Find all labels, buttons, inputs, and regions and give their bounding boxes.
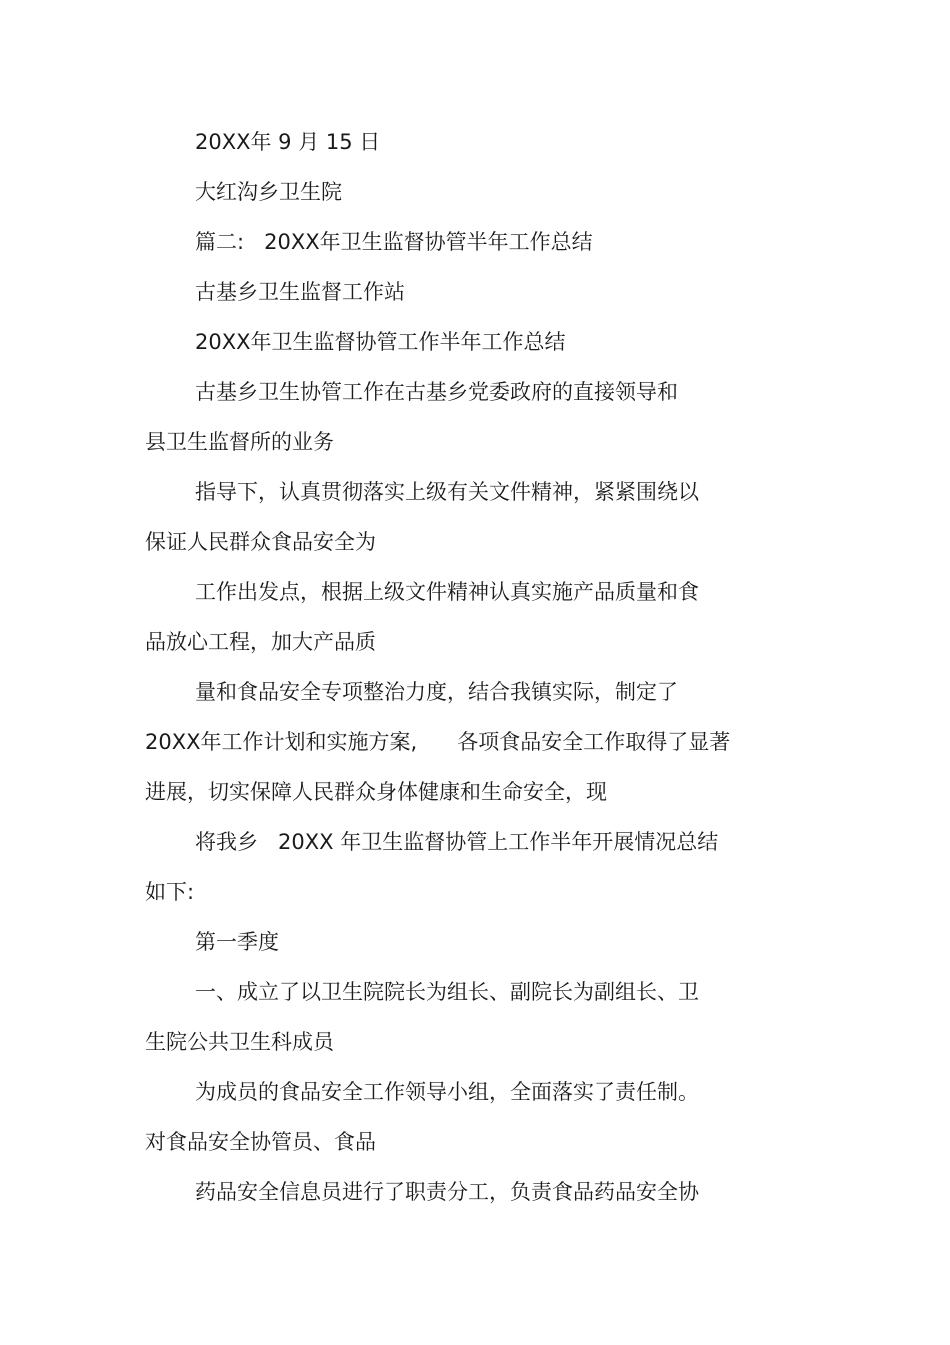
body-line: 进展，切实保障人民群众身体健康和生命安全，现: [145, 780, 607, 804]
body-line: 生院公共卫生科成员: [145, 1030, 334, 1054]
body-line: 古基乡卫生协管工作在古基乡党委政府的直接领导和: [195, 380, 678, 404]
body-line: 将我乡 20XX 年卫生监督协管上工作半年开展情况总结: [195, 830, 719, 854]
body-line: 对食品安全协管员、食品: [145, 1130, 376, 1154]
body-line: 县卫生监督所的业务: [145, 430, 334, 454]
body-line: 20XX年工作计划和实施方案, 各项食品安全工作取得了显著: [145, 730, 731, 754]
body-line: 保证人民群众食品安全为: [145, 530, 376, 554]
body-line: 指导下，认真贯彻落实上级有关文件精神，紧紧围绕以: [195, 480, 699, 504]
body-line: 药品安全信息员进行了职责分工，负责食品药品安全协: [195, 1180, 699, 1204]
body-line: 为成员的食品安全工作领导小组，全面落实了责任制。: [195, 1080, 699, 1104]
signature-org: 大红沟乡卫生院: [195, 180, 342, 204]
subsection-heading: 第一季度: [195, 930, 279, 954]
body-line: 一、成立了以卫生院院长为组长、副院长为副组长、卫: [195, 980, 699, 1004]
body-line: 如下:: [145, 880, 195, 904]
body-line: 工作出发点，根据上级文件精神认真实施产品质量和食: [195, 580, 699, 604]
document-title: 20XX年卫生监督协管工作半年工作总结: [195, 330, 566, 354]
org-name: 古基乡卫生监督工作站: [195, 280, 405, 304]
body-line: 量和食品安全专项整治力度，结合我镇实际，制定了: [195, 680, 678, 704]
date-line: 20XX年 9 月 15 日: [195, 130, 381, 154]
body-line: 品放心工程，加大产品质: [145, 630, 376, 654]
section-heading: 篇二: 20XX年卫生监督协管半年工作总结: [195, 230, 593, 254]
